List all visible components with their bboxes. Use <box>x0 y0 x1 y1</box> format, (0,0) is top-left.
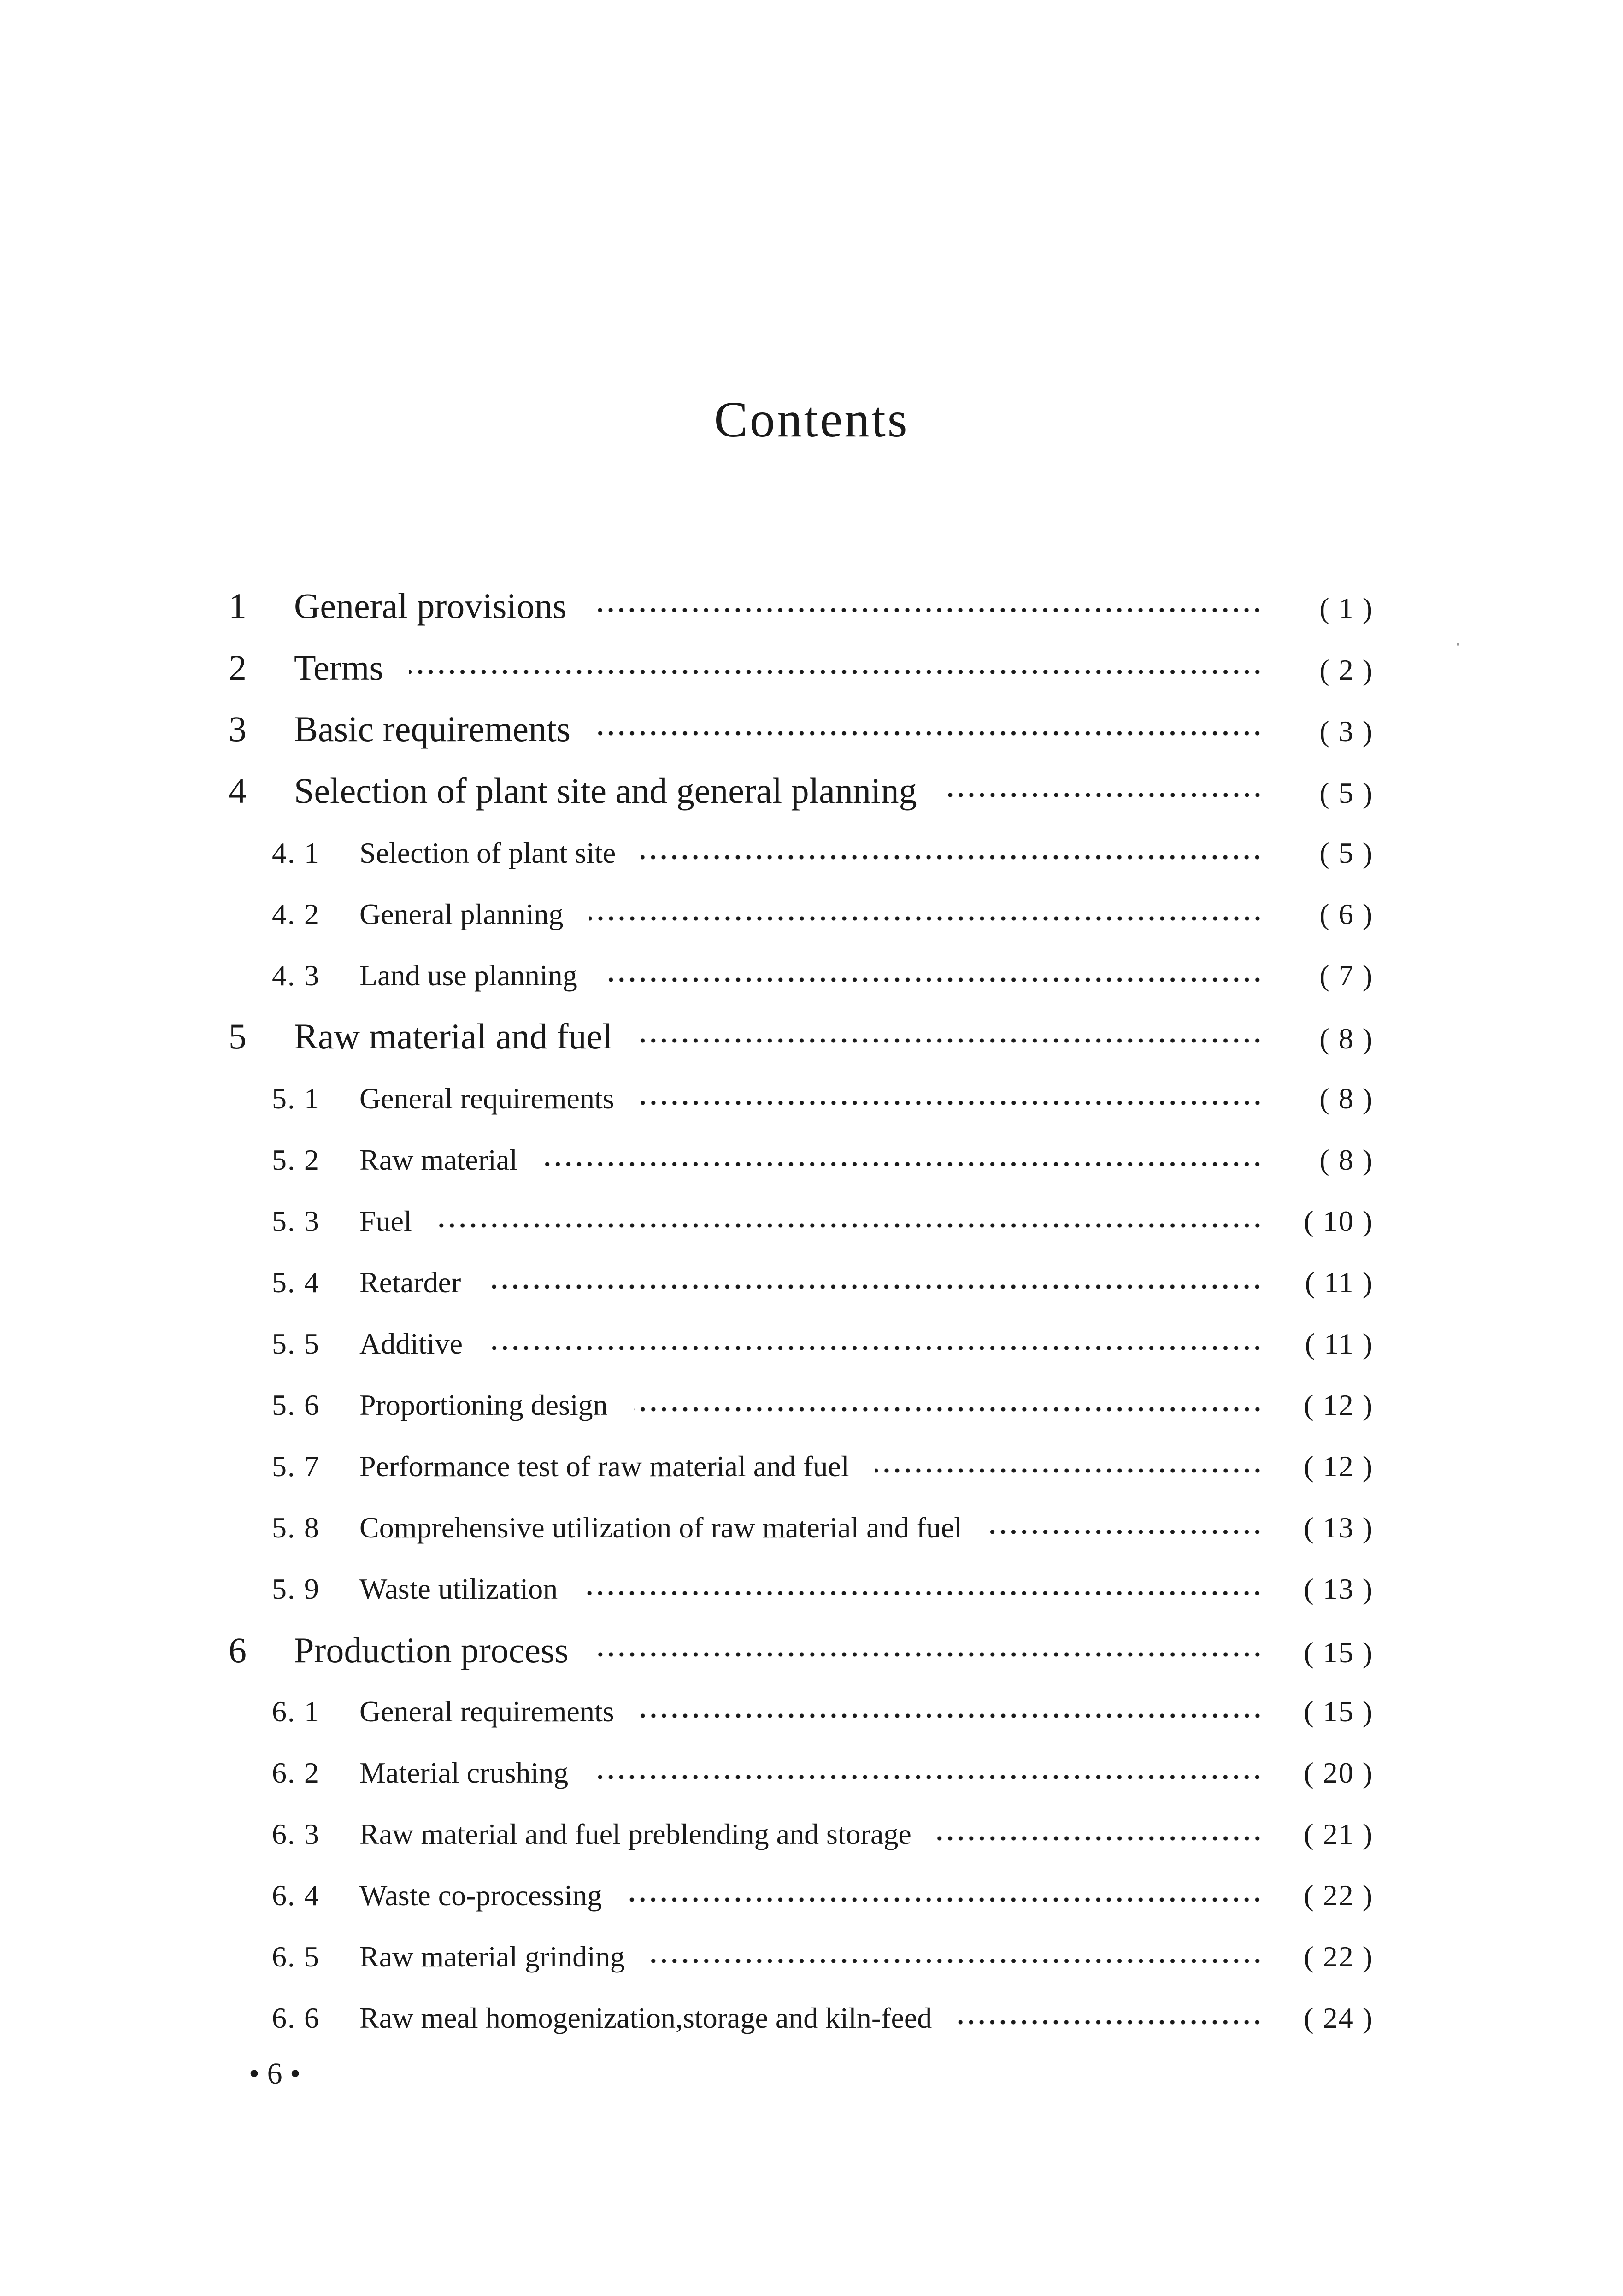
page-number: ( 1 ) <box>1319 592 1373 624</box>
page-number: ( 5 ) <box>1319 777 1373 809</box>
section-title: Selection of plant site and general planning <box>294 771 917 811</box>
page-number: ( 15 ) <box>1304 1695 1373 1728</box>
page-number: ( 5 ) <box>1319 836 1373 869</box>
page-number: ( 2 ) <box>1319 653 1373 686</box>
section-title: Proportioning design <box>359 1389 608 1421</box>
section-number: 6. 5 <box>272 1940 320 1973</box>
page-number: ( 13 ) <box>1304 1572 1373 1605</box>
section-title: General provisions <box>294 586 567 626</box>
page-number: ( 8 ) <box>1319 1143 1373 1176</box>
page-number: ( 10 ) <box>1304 1205 1373 1237</box>
section-title: Raw meal homogenization,storage and kiln-feed <box>359 2002 932 2034</box>
section-number: 6. 6 <box>272 2002 320 2034</box>
section-title: Selection of plant site <box>359 836 616 869</box>
page-number: ( 6 ) <box>1319 898 1373 930</box>
section-number: 5. 7 <box>272 1450 320 1483</box>
section-number: 5. 1 <box>272 1082 320 1115</box>
footer-page-marker: • 6 • <box>249 2057 301 2090</box>
section-title: General planning <box>359 898 564 930</box>
section-title: Raw material and fuel preblending and storage <box>359 1818 911 1850</box>
section-number: 5. 3 <box>272 1205 320 1237</box>
section-number: 6. 1 <box>272 1695 320 1728</box>
page-number: ( 22 ) <box>1304 1940 1373 1973</box>
section-title: General requirements <box>359 1695 614 1728</box>
section-number: 4. 1 <box>272 836 320 869</box>
section-title: Basic requirements <box>294 709 570 749</box>
page-number: ( 11 ) <box>1305 1327 1373 1360</box>
section-title: Raw material and fuel <box>294 1016 612 1056</box>
section-number: 6. 4 <box>272 1879 320 1912</box>
section-number: 5. 9 <box>272 1572 320 1605</box>
section-number: 4 <box>229 771 247 811</box>
section-number: 5 <box>229 1016 247 1056</box>
section-number: 5. 6 <box>272 1389 320 1421</box>
page-number: ( 11 ) <box>1305 1266 1373 1299</box>
scan-speck <box>1457 643 1459 646</box>
page-number: ( 8 ) <box>1319 1022 1373 1055</box>
section-title: Waste utilization <box>359 1572 558 1605</box>
section-title: Retarder <box>359 1266 461 1299</box>
page-number: ( 20 ) <box>1304 1756 1373 1789</box>
section-number: 5. 2 <box>272 1143 320 1176</box>
page-number: ( 24 ) <box>1304 2002 1373 2034</box>
page-number: ( 12 ) <box>1304 1389 1373 1421</box>
section-title: Material crushing <box>359 1756 569 1789</box>
section-title: Raw material grinding <box>359 1940 625 1973</box>
section-title: Fuel <box>359 1205 412 1237</box>
section-number: 1 <box>229 586 247 626</box>
section-number: 5. 4 <box>272 1266 320 1299</box>
section-title: Performance test of raw material and fuel <box>359 1450 849 1483</box>
page-number: ( 15 ) <box>1304 1636 1373 1669</box>
section-number: 4. 3 <box>272 959 320 992</box>
section-title: Waste co-processing <box>359 1879 602 1912</box>
section-number: 5. 8 <box>272 1511 320 1544</box>
section-number: 3 <box>229 709 247 749</box>
page-title: Contents <box>714 391 909 447</box>
section-number: 2 <box>229 648 247 688</box>
section-title: Terms <box>294 648 383 688</box>
section-title: Raw material <box>359 1143 517 1176</box>
page-number: ( 21 ) <box>1304 1818 1373 1850</box>
section-title: Production process <box>294 1630 569 1670</box>
page-number: ( 3 ) <box>1319 715 1373 748</box>
page-number: ( 12 ) <box>1304 1450 1373 1483</box>
page-number: ( 13 ) <box>1304 1511 1373 1544</box>
section-number: 6. 2 <box>272 1756 320 1789</box>
section-title: Comprehensive utilization of raw material and fuel <box>359 1511 962 1544</box>
section-number: 5. 5 <box>272 1327 320 1360</box>
page-number: ( 22 ) <box>1304 1879 1373 1912</box>
page-number: ( 8 ) <box>1319 1082 1373 1115</box>
section-number: 6. 3 <box>272 1818 320 1850</box>
page-number: ( 7 ) <box>1319 959 1373 992</box>
section-title: Land use planning <box>359 959 577 992</box>
section-number: 6 <box>229 1630 247 1670</box>
section-title: Additive <box>359 1327 463 1360</box>
section-number: 4. 2 <box>272 898 320 930</box>
section-title: General requirements <box>359 1082 614 1115</box>
